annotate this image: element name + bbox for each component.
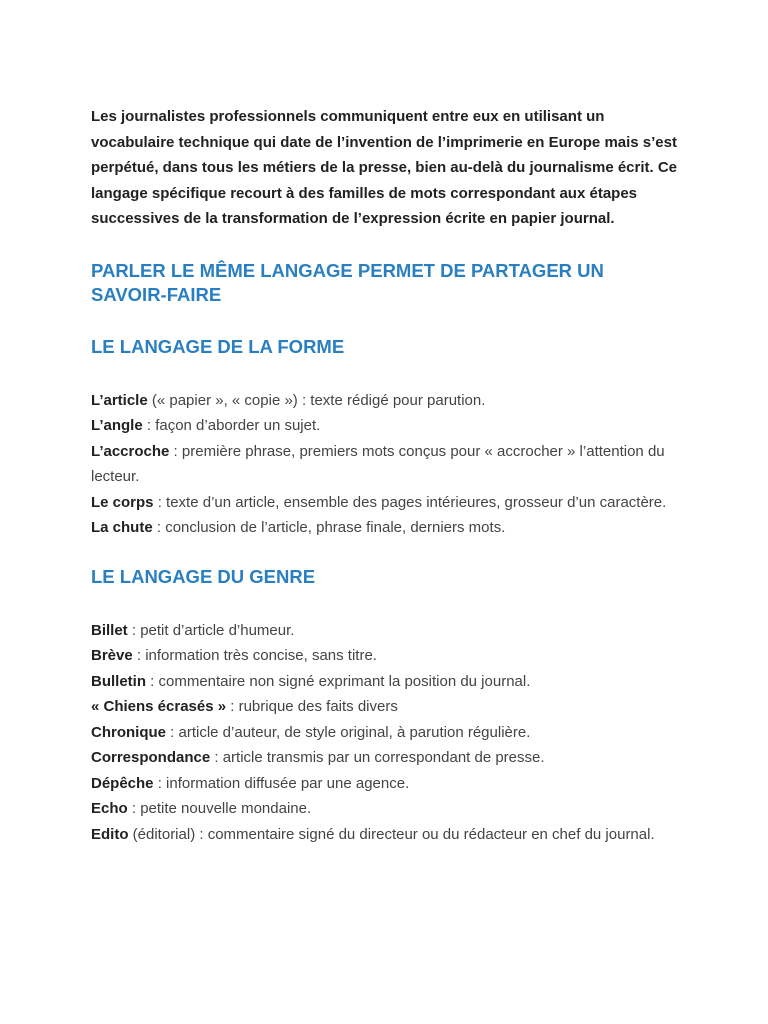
definition-list-forme: [91, 388, 681, 541]
definition-list-genre: [91, 618, 681, 848]
definition-item: [91, 490, 681, 516]
intro-paragraph: Les journalistes professionnels communiquent entre eux en utilisant un vocabulaire technique qui date de l’invention de l’imprimerie en Europe mais s’est perpétué, dans tous les métiers de la presse, bien au-delà du journalisme écrit. Ce langage spécifique recourt à des familles de mots correspondant aux étapes successives de la transformation de l’expression écrite en papier journal.: [91, 108, 678, 227]
definition-term: L’angle: [91, 417, 143, 434]
definition-text: : information très concise, sans titre.: [132, 647, 377, 664]
definition-text: : article transmis par un correspondant de presse.: [210, 749, 545, 766]
definition-text: : texte d’un article, ensemble des pages intérieures, grosseur d’un caractère.: [153, 493, 667, 511]
definition-item: [91, 720, 681, 746]
definition-item: [91, 439, 681, 490]
definition-term: La chute: [91, 519, 153, 536]
definition-item: [91, 618, 681, 644]
definition-text: : commentaire non signé exprimant la position du journal.: [146, 672, 531, 690]
definition-text: : information diffusée par une agence.: [153, 774, 410, 792]
definition-item: [91, 388, 681, 414]
definition-text: : conclusion de l’article, phrase finale, derniers mots.: [152, 519, 506, 536]
section-heading-forme: LE LANGAGE DE LA FORME: [91, 335, 345, 357]
definition-item: [91, 771, 681, 797]
definition-text: : article d’auteur, de style original, à parution régulière.: [166, 723, 531, 741]
definition-term: « Chiens écrasés »: [91, 698, 227, 715]
definition-term: Correspondance: [91, 749, 211, 766]
definition-item: [91, 413, 681, 439]
definition-text: (« papier », « copie ») : texte rédigé pour parution.: [147, 391, 486, 409]
main-heading: PARLER LE MÊME LANGAGE PERMET DE PARTAGER UN SAVOIR-FAIRE: [91, 259, 604, 305]
definition-text: : première phrase, premiers mots conçus pour « accrocher » l’attention du lecteur.: [91, 442, 665, 485]
definition-term: Echo: [91, 800, 128, 817]
definition-term: Brève: [91, 647, 133, 664]
definition-term: Le corps: [91, 493, 154, 511]
definition-item: [91, 694, 681, 720]
definition-term: Dépêche: [91, 774, 154, 792]
definition-term: L’accroche: [91, 442, 170, 460]
definition-term: Billet: [91, 621, 128, 639]
definition-item: [91, 669, 681, 695]
definition-text: : façon d’aborder un sujet.: [142, 417, 321, 434]
definition-item: [91, 822, 681, 848]
definition-item: [91, 796, 681, 822]
definition-text: : rubrique des faits divers: [226, 698, 398, 715]
definition-item: [91, 745, 681, 771]
definition-item: [91, 515, 681, 541]
definition-term: Bulletin: [91, 672, 146, 690]
definition-text: : petite nouvelle mondaine.: [127, 800, 312, 817]
definition-term: Chronique: [91, 723, 166, 741]
document-page: [91, 104, 681, 847]
definition-text: : petit d’article d’humeur.: [127, 621, 295, 639]
definition-term: Edito: [91, 825, 129, 843]
definition-text: (éditorial) : commentaire signé du directeur ou du rédacteur en chef du journal.: [128, 825, 655, 843]
definition-item: [91, 643, 681, 669]
section-heading-genre: LE LANGAGE DU GENRE: [91, 565, 316, 587]
definition-term: L’article: [91, 391, 148, 409]
